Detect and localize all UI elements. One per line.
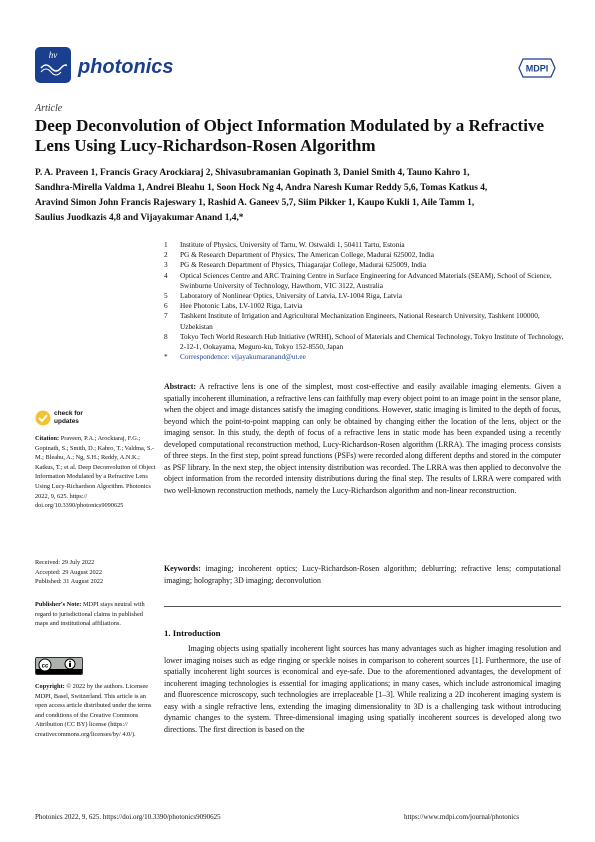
- footer-citation[interactable]: Photonics 2022, 9, 625. https://doi.org/10.3390/photonics9090625: [35, 813, 221, 821]
- author-line: P. A. Praveen 1, Francis Gracy Arockiaraj 2, Shivasubramanian Gopinath 3, Daniel Smith 4, Tauno Kahro 1,: [35, 168, 470, 178]
- article-dates: [35, 558, 157, 587]
- publishers-note-text: MDPI stays neutral with regard to jurisdictional claims in published maps and institutional affiliations.: [35, 601, 145, 628]
- copyright-label: Copyright:: [35, 683, 65, 690]
- check-for-updates-text: check for updates: [54, 410, 83, 425]
- citation-label: Citation:: [35, 435, 60, 442]
- affiliation-list: [164, 240, 564, 362]
- correspondence: * Correspondence: vijayakumaranand@ut.ee: [164, 352, 306, 362]
- mdpi-logo-text: MDPI: [525, 63, 549, 74]
- intro-paragraph: Imaging objects using spatially incoherent light sources has many advantages such as higher imaging resolution and lower imaging noises such as edge ringing or speckle noises in comparison to coherent sources [1]. Furthermore, the use of spatially incoherent light sources is economical and eye-safe. Due to the aforementioned advantages, the development of incoherent imaging technologies is essential for imaging applications; in many cases, which include astronomical imaging and fluorescence microscopy, such technologies are irreplaceable [1–3]. While realizing a 2D incoherent imaging system is easy with a single refractive lens, extending the imaging dimensionality to 3D is a challenging task without introducing dynamic changes to the system. Three-dimensional imaging using spatially incoherent sources is developed along two directions. The first direction is based on the: [164, 644, 561, 734]
- copyright-block: [35, 682, 157, 740]
- affiliation-item: 2 PG & Research Department of Physics, The American College, Madurai 625002, India: [164, 250, 434, 260]
- footer-journal-url[interactable]: https://www.mdpi.com/journal/photonics: [404, 813, 520, 821]
- article-type: Article: [35, 103, 63, 114]
- author-line: Aravind Simon John Francis Rajeswary 1, Rashid A. Ganeev 5,7, Siim Pikker 1, Kaupo Kukli 1, Aile Tamm 1,: [35, 198, 475, 208]
- section-heading: 1. Introduction: [164, 628, 221, 638]
- author-line: Sandhra-Mirella Valdma 1, Andrei Bleahu 1, Soon Hock Ng 4, Andra Naresh Kumar Reddy 5,6, Tomas Katkus 4,: [35, 183, 488, 193]
- author-list: [35, 166, 560, 226]
- copyright-text: © 2022 by the authors. Licensee MDPI, Basel, Switzerland. This article is an open access article distributed under the terms and conditions of the Creative Commons Attribution (CC BY) license (https:// creativecommons.org/licenses/by/ 4.0/).: [35, 683, 152, 738]
- update-check-icon: [35, 410, 51, 426]
- section-divider: [164, 606, 561, 607]
- affiliation-item: 1 Institute of Physics, University of Tartu, W. Ostwaldi 1, 50411 Tartu, Estonia: [164, 240, 405, 249]
- keywords-label: Keywords:: [164, 564, 201, 573]
- affiliation-item: 7 Tashkent Institute of Irrigation and Agricultural Mechanization Engineers, National Research University, Tashkent 100000, Uzbekistan: [164, 311, 540, 331]
- citation-text: Praveen, P.A.; Arockiaraj, F.G.; Gopinath, S.; Smith, D.; Kahro, T.; Valdma, S.-M.; Bleahu, A.; Ng, S.H.; Reddy, A.N.K.; Katkus, T.; et al. Deep Deconvolution of Object Information Modulated by a Refractive Lens Using Lucy-Richardson Algorithm. Photonics 2022, 9, 625. https:// doi.org/10.3390/photonics9090625: [35, 435, 156, 510]
- publishers-note: [35, 600, 157, 629]
- cc-by-license-icon[interactable]: [35, 657, 83, 675]
- received-date: Received: 29 July 2022: [35, 559, 95, 566]
- abstract-text: A refractive lens is one of the simplest, most cost-effective and easily available imaging elements. Given a spatially incoherent illumination, a refractive lens can faithfully map every object point to an image point in the sensor plane, when the object and image distances satisfy the imaging conditions. However, static imaging is limited to the depth of focus, beyond which the point-to-point mapping can only be obtained by changing either the location of the lens, object or the imaging sensor. In this study, the depth of focus of a refractive lens in static mode has been expanded using a recently developed computational reconstruction method, Lucy-Richardson-Rosen algorithm (LRRA). The imaging process consists of three steps. In the first step, point spread functions (PSFs) were recorded along different depths and stored in the computer as PSF library. In the next step, the object intensity distribution was recorded. The LRRA was then applied to deconvolve the object information from the recorded intensity distributions during the final step. The results of LRRA were compared with two well-known reconstruction methods, namely the Lucy-Richardson algorithm and non-linear reconstruction.: [164, 382, 561, 495]
- affiliation-item: 8 Tokyo Tech World Research Hub Initiative (WRHI), School of Materials and Chemical Technology, Tokyo Institute of Technology, 2-12-1, Ookayama, Meguro-ku, Tokyo 152-8550, Japan: [164, 331, 564, 352]
- article-title: Deep Deconvolution of Object Information Modulated by a Refractive Lens Using Lucy-Richardson-Rosen Algorithm: [35, 116, 544, 155]
- journal-name: photonics: [78, 56, 174, 78]
- published-date: Published: 31 August 2022: [35, 578, 104, 586]
- accepted-date: Accepted: 29 August 2022: [35, 568, 102, 576]
- mdpi-logo: [518, 58, 556, 78]
- affiliation-item: 6 Hee Photonic Labs, LV-1002 Riga, Latvia: [164, 301, 303, 311]
- journal-logo: [35, 47, 71, 83]
- keywords: [164, 563, 561, 586]
- author-line: Saulius Juodkazis 4,8 and Vijayakumar Anand 1,4,*: [35, 213, 244, 223]
- affiliation-item: 3 PG & Research Department of Physics, Thiagarajar College, Madurai 625009, India: [164, 260, 427, 270]
- svg-text:cc: cc: [41, 663, 49, 670]
- wave-icon: [39, 60, 67, 76]
- check-for-updates-badge[interactable]: [35, 408, 93, 430]
- citation-block: [35, 434, 157, 511]
- keywords-text: imaging; incoherent optics; Lucy-Richardson-Rosen algorithm; deblurring; refractive lens; computational imaging; holography; 3D imaging; deconvolution: [164, 564, 561, 585]
- journal-logo-text: hv: [48, 50, 58, 60]
- abstract: [164, 381, 561, 496]
- abstract-label: Abstract:: [164, 382, 196, 391]
- affiliation-item: 5 Laboratory of Nonlinear Optics, University of Latvia, LV-1004 Riga, Latvia: [164, 291, 402, 301]
- publishers-note-label: Publisher's Note:: [35, 601, 82, 608]
- affiliation-item: 4 Optical Sciences Centre and ARC Training Centre in Surface Engineering for Advanced Materials (SEAM), School of Science, Swinburne University of Technology, Hawthorn, VIC 3122, Australia: [164, 270, 552, 290]
